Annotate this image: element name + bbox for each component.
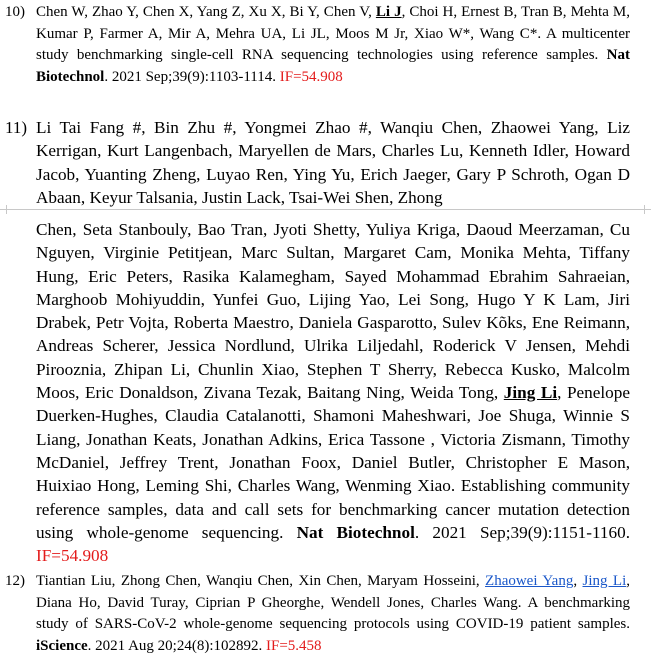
authors-and-title: , Choi H, Ernest B, Tran B, Mehta M, Kumar P, Farmer A, Mir A, Mehra UA, Li JL, Moos M Jr, Xiao W*, Wang C*. A multicenter study benchmarking single-cell RNA sequencing technologies using reference samples.	[36, 4, 630, 63]
authors: Li Tai Fang #, Bin Zhu #, Yongmei Zhao #, Wanqiu Chen, Zhaowei Yang, Liz Kerrigan, Kurt Langenbach, Maryellen de Mars, Charles Lu, Kenneth Idler, Howard Jacob, Yuanting Zheng, Luyao Ren, Ying Yu, Erich Jaeger, Gary P Schroth, Ogan D Abaan, Keyur Talsania, Justin Lack, Tsai-Wei Shen, Zhong	[36, 118, 630, 207]
citation-details: . 2021 Sep;39(9):1151-1160.	[414, 522, 631, 542]
reference-number: 12)	[5, 573, 25, 589]
authors: Tiantian Liu, Zhong Chen, Wanqiu Chen, Xin Chen, Maryam Hosseini,	[36, 573, 486, 589]
journal-name: iScience	[36, 637, 88, 654]
authors: Chen, Seta Stanbouly, Bao Tran, Jyoti Shetty, Yuliya Kriga, Daoud Meerzaman, Cu Nguyen, Virginie Petitjean, Marc Sultan, Margaret Cam, Monika Mehta, Tiffany Hung, Eric Peters, Rasika Kalamegham, Sayed Mohammad Ebrahim Sahraeian, Marghoob Mohiyuddin, Yunfei Guo, Lijing Yao, Lei Song, Hugo Y K Lam, Jiri Drabek, Petr Vojta, Roberta Maestro, Daniela Gasparotto, Sulev Kõks, Ene Reimann, Andreas Scherer, Jessica Nordlund, Ulrika Liljedahl, Roderick V Jensen, Mehdi Pirooznia, Zhipan Li, Chunlin Xiao, Stephen T Sherry, Rebecca Kusko, Malcolm Moos, Eric Donaldson, Zivana Tezak, Baitang Ning, Weida Tong,	[36, 220, 630, 403]
author-link-zhaowei-yang[interactable]: Zhaowei Yang	[485, 573, 574, 589]
reference-text	[36, 2, 630, 88]
impact-factor: IF=54.908	[36, 546, 109, 566]
authors-and-title: , Diana Ho, David Turay, Ciprian P Gheorghe, Wendell Jones, Charles Wang. A benchmarking study of SARS-CoV-2 whole-genome sequencing protocols using COVID-19 patient samples.	[36, 573, 630, 632]
highlighted-author: Li J	[375, 4, 402, 20]
impact-factor: IF=54.908	[279, 68, 343, 85]
reference-number: 11)	[5, 118, 28, 137]
authors: Chen W, Zhao Y, Chen X, Yang Z, Xu X, Bi Y, Chen V,	[36, 4, 376, 20]
page-corner-mark	[644, 205, 645, 214]
separator: ,	[573, 573, 583, 589]
reference-text-page-2	[36, 218, 630, 567]
journal-name: Nat Biotechnol	[36, 47, 630, 85]
citation-details: . 2021 Sep;39(9):1103-1114.	[104, 68, 280, 85]
citation-details: . 2021 Aug 20;24(8):102892.	[87, 637, 266, 654]
reference-number: 10)	[5, 4, 25, 20]
author-link-jing-li[interactable]: Jing Li	[582, 573, 627, 589]
page-break-divider	[0, 209, 651, 210]
reference-text-page-1	[36, 116, 630, 209]
highlighted-author: Jing Li	[503, 383, 558, 403]
reference-text	[36, 571, 630, 657]
impact-factor: IF=5.458	[266, 637, 322, 654]
journal-name: Nat Biotechnol	[296, 522, 415, 542]
authors-and-title: , Penelope Duerken-Hughes, Claudia Catalanotti, Shamoni Maheshwari, Joe Shuga, Winnie S Liang, Jonathan Keats, Jonathan Adkins, Erica Tassone , Victoria Zismann, Timothy McDaniel, Jeffrey Trent, Jonathan Foox, Daniel Butler, Christopher E Mason, Huixiao Hong, Leming Shi, Charles Wang, Wenming Xiao. Establishing community reference samples, data and call sets for benchmarking cancer mutation detection using whole-genome sequencing.	[36, 383, 630, 542]
page-corner-mark	[6, 205, 7, 214]
